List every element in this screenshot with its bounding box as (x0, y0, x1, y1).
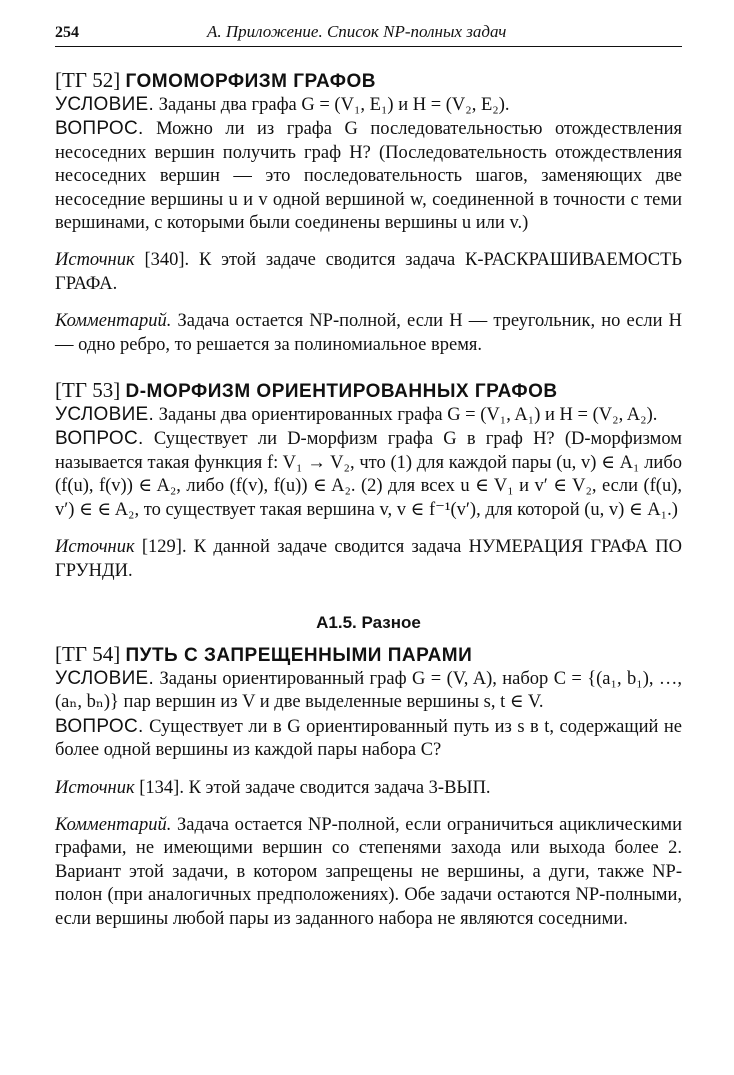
problem-name: ГОМОМОРФИЗМ ГРАФОВ (125, 71, 377, 92)
condition-text: Заданы ориентированный граф G = (V, A), набор C = {(a₁, b₁), …, (aₙ, bₙ)} пар вершин из V и две выделенные вершины s, t ∈ V. (55, 668, 683, 713)
problem-entry-tg54 (55, 643, 682, 931)
condition-text: Заданы два ориентированных графа G = (V₁, A₁) и H = (V₂, A₂). (158, 405, 658, 426)
condition-label: УСЛОВИЕ. (55, 667, 155, 689)
source-label: Источник (55, 537, 135, 558)
problem-name: ПУТЬ С ЗАПРЕЩЕННЫМИ ПАРАМИ (125, 644, 473, 666)
source-paragraph (55, 249, 682, 296)
question-text: Существует ли в G ориентированный путь из s в t, содержащий не более одной вершины из каждой пары набора C? (55, 716, 683, 761)
question-label: ВОПРОС. (55, 118, 144, 140)
source-label: Источник (55, 777, 135, 798)
comment-text: Задача остается NP-полной, если H — треугольник, но если H — одно ребро, то решается за полиномиальное время. (55, 311, 683, 355)
source-paragraph (55, 777, 682, 800)
section-heading: А1.5. Разное (316, 612, 421, 632)
question-paragraph (55, 117, 682, 235)
problem-tag: [ТГ 53] (55, 378, 121, 403)
problem-title (55, 379, 682, 403)
condition-paragraph (55, 93, 682, 117)
question-paragraph (55, 715, 682, 763)
problem-title (55, 69, 682, 93)
question-paragraph (55, 427, 682, 522)
source-paragraph (55, 536, 682, 583)
comment-paragraph (55, 310, 682, 357)
question-label: ВОПРОС. (55, 715, 144, 737)
condition-label: УСЛОВИЕ. (55, 94, 155, 115)
page-number: 254 (55, 24, 79, 41)
running-header (55, 22, 682, 47)
condition-label: УСЛОВИЕ. (55, 404, 155, 426)
running-title: А. Приложение. Список NP-полных задач (207, 22, 507, 41)
problem-title (55, 643, 682, 667)
comment-paragraph (55, 814, 682, 931)
question-label: ВОПРОС. (55, 428, 144, 450)
source-text: [340]. К этой задаче сводится задача К-РАСКРАШИВАЕМОСТЬ ГРАФА. (55, 250, 683, 294)
source-label: Источник (55, 250, 135, 271)
problem-entry-tg53 (55, 379, 682, 583)
condition-paragraph (55, 403, 682, 427)
problem-entry-tg52 (55, 69, 682, 357)
comment-text: Задача остается NP-полной, если ограничиться ациклическими графами, не имеющими вершин со степенями захода или выхода более 2. Вариант этой задачи, в котором запрещены не вершины, а дуги, также NP-полон (при аналогичных предположениях). Обе задачи остаются NP-полными, если вершины любой пары из заданного набора не являются соседними. (55, 814, 682, 929)
problem-name: D-МОРФИЗМ ОРИЕНТИРОВАННЫХ ГРАФОВ (125, 381, 558, 403)
condition-paragraph (55, 667, 682, 715)
question-text: Можно ли из графа G последовательностью отождествления несоседних вершин получить граф H? (Последовательность отождествления несоседних вершин — это последовательность шагов, заменяющих две несоседние вершины u и v одной вершиной w, соединенной в точности с теми вершинами, с которыми были соединены вершины u или v.) (55, 119, 683, 234)
problem-tag: [ТГ 52] (55, 68, 121, 92)
problem-tag: [ТГ 54] (55, 641, 121, 666)
source-text: [129]. К данной задаче сводится задача НУМЕРАЦИЯ ГРАФА ПО ГРУНДИ. (55, 537, 682, 581)
comment-label: Комментарий. (55, 814, 172, 835)
condition-text: Заданы два графа G = (V₁, E₁) и H = (V₂, E₂). (158, 95, 510, 115)
comment-label: Комментарий. (55, 311, 172, 332)
question-text: Существует ли D-морфизм графа G в граф H? (D-морфизмом называется такая функция f: V₁ → V₂, что (1) для каждой пары (u, v) ∈ A₁ либо (f(u), f(v)) ∈ A₂, либо (f(v), f(u)) ∈ A₂. (2) для всех u ∈ V₁ и v′ ∈ V₂, если (f(u), v′) ∈ ∈ A₂, то существует такая вершина v, v ∈ f⁻¹(v′), для которой (u, v) ∈ A₁.) (55, 429, 682, 520)
source-text: [134]. К этой задаче сводится задача 3-ВЫП. (139, 777, 491, 798)
